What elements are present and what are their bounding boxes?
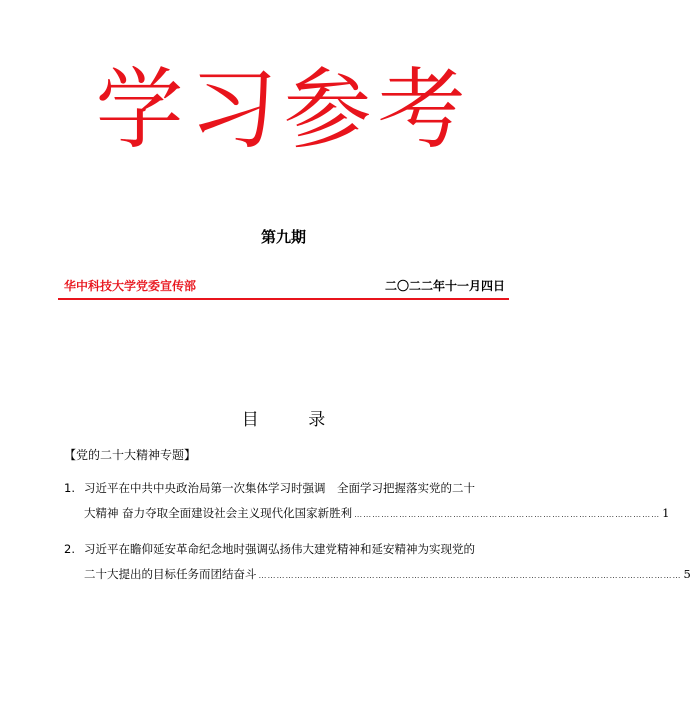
- masthead-title: 学习参考: [95, 58, 472, 161]
- toc-item-title-line2: 大精神 奋力夺取全面建设社会主义现代化国家新胜利: [84, 506, 353, 520]
- toc-section-label: 【党的二十大精神专题】: [64, 448, 197, 462]
- toc-item-title-line2: 二十大提出的目标任务而团结奋斗: [84, 567, 257, 581]
- toc-item[interactable]: [64, 476, 670, 527]
- toc-item-title-line1: 习近平在瞻仰延安革命纪念地时强调弘扬伟大建党精神和延安精神为实现党的: [84, 542, 475, 556]
- toc-item-number: 2.: [64, 542, 75, 556]
- publisher-name: 华中科技大学党委宣传部: [64, 279, 197, 293]
- header-divider: [58, 298, 509, 300]
- toc-item-title-line1: 习近平在中共中央政治局第一次集体学习时强调 全面学习把握落实党的二十: [84, 481, 475, 495]
- toc-leader-dots: …………………………………………………………………………………………: [354, 510, 661, 519]
- toc-item-number: 1.: [64, 481, 75, 495]
- toc-heading: 目 录: [241, 410, 348, 430]
- publish-date: 二〇二二年十一月四日: [384, 279, 505, 293]
- toc-leader-dots: ……………………………………………………………………………………………………………………………: [258, 571, 682, 580]
- toc-item[interactable]: [64, 537, 691, 588]
- toc-item-page: 1: [662, 506, 670, 520]
- toc-item-page: 5: [683, 567, 691, 581]
- publisher-row: [58, 277, 509, 297]
- issue-number: 第九期: [260, 228, 306, 246]
